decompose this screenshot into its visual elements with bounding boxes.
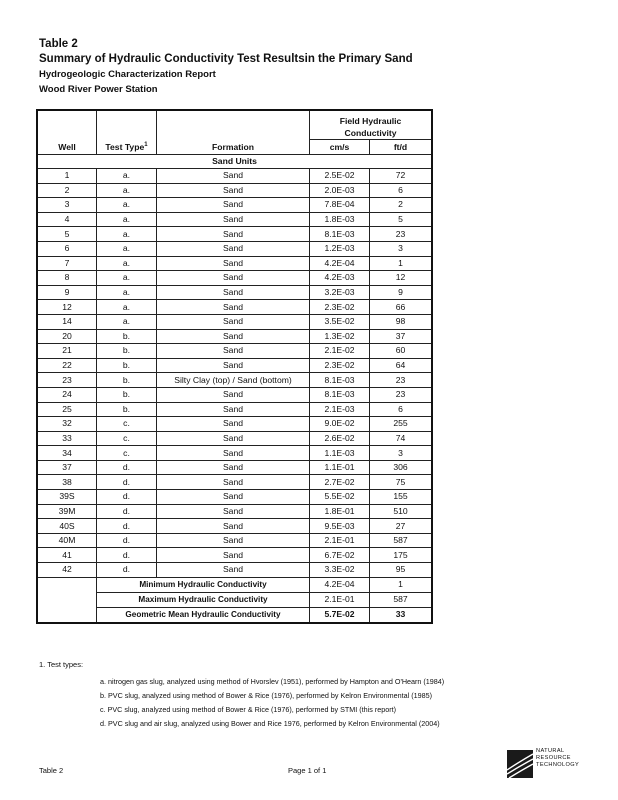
well-cell: 3 — [38, 198, 97, 213]
formation-cell: Sand — [157, 533, 310, 548]
cms-cell: 2.5E-02 — [310, 169, 370, 184]
table-row — [38, 460, 432, 475]
well-cell: 39S — [38, 490, 97, 505]
formation-cell: Sand — [157, 446, 310, 461]
table-row — [38, 446, 432, 461]
test-type-cell: a. — [97, 271, 157, 286]
ftd-cell: 3 — [370, 446, 432, 461]
formation-cell: Sand — [157, 344, 310, 359]
well-cell: 23 — [38, 373, 97, 388]
ftd-cell: 23 — [370, 373, 432, 388]
header-cms: cm/s — [310, 140, 370, 155]
cms-cell: 2.7E-02 — [310, 475, 370, 490]
formation-cell: Sand — [157, 212, 310, 227]
formation-cell: Sand — [157, 198, 310, 213]
well-cell: 32 — [38, 417, 97, 432]
formation-cell: Sand — [157, 329, 310, 344]
ftd-cell: 175 — [370, 548, 432, 563]
cms-cell: 1.3E-02 — [310, 329, 370, 344]
cms-cell: 3.3E-02 — [310, 563, 370, 578]
ftd-cell: 98 — [370, 314, 432, 329]
well-cell: 24 — [38, 387, 97, 402]
test-type-cell: d. — [97, 533, 157, 548]
table-row — [38, 519, 432, 534]
logo-line-1: NATURAL — [536, 748, 565, 754]
ftd-cell: 9 — [370, 285, 432, 300]
ftd-cell: 587 — [370, 533, 432, 548]
cms-cell: 1.1E-01 — [310, 460, 370, 475]
test-type-cell: d. — [97, 490, 157, 505]
footer-table-label: Table 2 — [39, 766, 64, 775]
well-cell: 1 — [38, 169, 97, 184]
cms-cell: 8.1E-03 — [310, 227, 370, 242]
cms-cell: 3.5E-02 — [310, 314, 370, 329]
summary-row — [38, 577, 432, 592]
cms-cell: 1.2E-03 — [310, 241, 370, 256]
formation-cell: Sand — [157, 475, 310, 490]
formation-cell: Sand — [157, 563, 310, 578]
ftd-cell: 37 — [370, 329, 432, 344]
cms-cell: 6.7E-02 — [310, 548, 370, 563]
cms-cell: 1.1E-03 — [310, 446, 370, 461]
formation-cell: Sand — [157, 460, 310, 475]
well-cell: 6 — [38, 241, 97, 256]
test-type-cell: d. — [97, 519, 157, 534]
table-row — [38, 475, 432, 490]
summary-row — [38, 592, 432, 607]
table-row — [38, 271, 432, 286]
test-type-cell: a. — [97, 212, 157, 227]
table-row — [38, 431, 432, 446]
cms-cell: 2.3E-02 — [310, 358, 370, 373]
table-number: Table 2 — [39, 38, 78, 50]
well-cell: 33 — [38, 431, 97, 446]
formation-cell: Sand — [157, 490, 310, 505]
table-row — [38, 533, 432, 548]
logo-line-3: TECHNOLOGY — [536, 762, 580, 768]
table-row — [38, 417, 432, 432]
cms-cell: 8.1E-03 — [310, 387, 370, 402]
well-cell: 42 — [38, 563, 97, 578]
ftd-cell: 66 — [370, 300, 432, 315]
hydraulic-conductivity-table — [37, 110, 432, 623]
cms-cell: 1.8E-01 — [310, 504, 370, 519]
cms-cell: 1.8E-03 — [310, 212, 370, 227]
summary-blank-cell — [38, 577, 97, 622]
header-well: Well — [38, 111, 97, 155]
footnote-title: 1. Test types: — [39, 660, 84, 669]
cms-cell: 2.1E-01 — [310, 533, 370, 548]
cms-cell: 4.2E-03 — [310, 271, 370, 286]
test-type-cell: b. — [97, 344, 157, 359]
formation-cell: Sand — [157, 300, 310, 315]
well-cell: 21 — [38, 344, 97, 359]
table-row — [38, 387, 432, 402]
test-type-cell: b. — [97, 329, 157, 344]
summary-label: Minimum Hydraulic Conductivity — [97, 577, 310, 592]
formation-cell: Sand — [157, 548, 310, 563]
ftd-cell: 6 — [370, 402, 432, 417]
ftd-cell: 510 — [370, 504, 432, 519]
table-row — [38, 212, 432, 227]
footnote-a: a. nitrogen gas slug, analyzed using method of Hvorslev (1951), performed by Hampton and O'Hearn (1984) — [100, 677, 445, 686]
header-ftd: ft/d — [370, 140, 432, 155]
formation-cell: Sand — [157, 417, 310, 432]
ftd-cell: 95 — [370, 563, 432, 578]
table-row — [38, 256, 432, 271]
test-type-cell: d. — [97, 504, 157, 519]
footnote-d: d. PVC slug and air slug, analyzed using Bower and Rice 1976, performed by Kelron Environmental (2004) — [100, 719, 440, 728]
ftd-cell: 23 — [370, 387, 432, 402]
formation-cell: Sand — [157, 402, 310, 417]
test-type-cell: b. — [97, 387, 157, 402]
table-row — [38, 241, 432, 256]
logo-line-2: RESOURCE — [536, 755, 571, 761]
footnote-b: b. PVC slug, analyzed using method of Bower & Rice (1976), performed by Kelron Environmental (1985) — [100, 691, 432, 700]
ftd-cell: 1 — [370, 256, 432, 271]
cms-cell: 2.6E-02 — [310, 431, 370, 446]
test-type-cell: d. — [97, 563, 157, 578]
ftd-cell: 6 — [370, 183, 432, 198]
well-cell: 4 — [38, 212, 97, 227]
formation-cell: Sand — [157, 431, 310, 446]
test-type-cell: a. — [97, 241, 157, 256]
formation-cell: Sand — [157, 169, 310, 184]
section-sand-units: Sand Units — [38, 155, 432, 169]
test-type-cell: a. — [97, 198, 157, 213]
ftd-cell: 12 — [370, 271, 432, 286]
footnote-c: c. PVC slug, analyzed using method of Bower & Rice (1976), performed by STMI (this report) — [100, 705, 397, 714]
well-cell: 40M — [38, 533, 97, 548]
table-row — [38, 329, 432, 344]
test-type-cell: c. — [97, 446, 157, 461]
ftd-cell: 27 — [370, 519, 432, 534]
test-type-cell: a. — [97, 256, 157, 271]
well-cell: 37 — [38, 460, 97, 475]
summary-cms: 5.7E-02 — [310, 607, 370, 622]
table-row — [38, 563, 432, 578]
well-cell: 9 — [38, 285, 97, 300]
header-test-type: Test Type$^1$ — [97, 111, 157, 155]
document-title: Summary of Hydraulic Conductivity Test Resultsin the Primary Sand — [39, 53, 413, 65]
cms-cell: 8.1E-03 — [310, 373, 370, 388]
footer-page-number: Page 1 of 1 — [288, 766, 327, 775]
table-row — [38, 227, 432, 242]
table-row — [38, 490, 432, 505]
test-type-cell: b. — [97, 402, 157, 417]
formation-cell: Sand — [157, 227, 310, 242]
header-formation: Formation — [157, 111, 310, 155]
cms-cell: 2.0E-03 — [310, 183, 370, 198]
site-name: Wood River Power Station — [39, 84, 158, 95]
formation-cell: Sand — [157, 256, 310, 271]
summary-label: Geometric Mean Hydraulic Conductivity — [97, 607, 310, 622]
cms-cell: 7.8E-04 — [310, 198, 370, 213]
summary-label: Maximum Hydraulic Conductivity — [97, 592, 310, 607]
summary-cms: 4.2E-04 — [310, 577, 370, 592]
document-subtitle: Hydrogeologic Characterization Report — [39, 69, 216, 80]
cms-cell: 9.0E-02 — [310, 417, 370, 432]
formation-cell: Sand — [157, 241, 310, 256]
table-row — [38, 344, 432, 359]
well-cell: 34 — [38, 446, 97, 461]
test-type-cell: d. — [97, 460, 157, 475]
formation-cell: Sand — [157, 358, 310, 373]
well-cell: 7 — [38, 256, 97, 271]
ftd-cell: 155 — [370, 490, 432, 505]
formation-cell: Sand — [157, 504, 310, 519]
well-cell: 38 — [38, 475, 97, 490]
table-row — [38, 300, 432, 315]
cms-cell: 3.2E-03 — [310, 285, 370, 300]
test-type-cell: c. — [97, 431, 157, 446]
summary-cms: 2.1E-01 — [310, 592, 370, 607]
test-type-cell: a. — [97, 169, 157, 184]
ftd-cell: 5 — [370, 212, 432, 227]
table-row — [38, 373, 432, 388]
well-cell: 41 — [38, 548, 97, 563]
well-cell: 12 — [38, 300, 97, 315]
table-row — [38, 402, 432, 417]
table-row — [38, 548, 432, 563]
well-cell: 8 — [38, 271, 97, 286]
formation-cell: Sand — [157, 519, 310, 534]
ftd-cell: 306 — [370, 460, 432, 475]
test-type-cell: d. — [97, 548, 157, 563]
well-cell: 5 — [38, 227, 97, 242]
well-cell: 2 — [38, 183, 97, 198]
header-field-hydraulic-conductivity: Field Hydraulic Conductivity — [310, 111, 432, 140]
test-type-cell: a. — [97, 227, 157, 242]
formation-cell: Sand — [157, 183, 310, 198]
summary-ftd: 1 — [370, 577, 432, 592]
logo-text — [536, 748, 579, 769]
formation-cell: Sand — [157, 271, 310, 286]
cms-cell: 2.1E-03 — [310, 402, 370, 417]
cms-cell: 4.2E-04 — [310, 256, 370, 271]
test-type-cell: b. — [97, 358, 157, 373]
table-row — [38, 358, 432, 373]
table-row — [38, 169, 432, 184]
cms-cell: 9.5E-03 — [310, 519, 370, 534]
ftd-cell: 3 — [370, 241, 432, 256]
formation-cell: Sand — [157, 314, 310, 329]
summary-ftd: 33 — [370, 607, 432, 622]
ftd-cell: 60 — [370, 344, 432, 359]
well-cell: 20 — [38, 329, 97, 344]
formation-cell: Sand — [157, 387, 310, 402]
table-row — [38, 285, 432, 300]
test-type-cell: a. — [97, 285, 157, 300]
ftd-cell: 74 — [370, 431, 432, 446]
formation-cell: Silty Clay (top) / Sand (bottom) — [157, 373, 310, 388]
summary-row — [38, 607, 432, 622]
cms-cell: 2.1E-02 — [310, 344, 370, 359]
test-type-cell: a. — [97, 300, 157, 315]
well-cell: 40S — [38, 519, 97, 534]
ftd-cell: 2 — [370, 198, 432, 213]
ftd-cell: 23 — [370, 227, 432, 242]
table-row — [38, 314, 432, 329]
test-type-cell: a. — [97, 314, 157, 329]
ftd-cell: 64 — [370, 358, 432, 373]
summary-ftd: 587 — [370, 592, 432, 607]
ftd-cell: 72 — [370, 169, 432, 184]
cms-cell: 2.3E-02 — [310, 300, 370, 315]
cms-cell: 5.5E-02 — [310, 490, 370, 505]
well-cell: 14 — [38, 314, 97, 329]
well-cell: 25 — [38, 402, 97, 417]
test-type-cell: b. — [97, 373, 157, 388]
test-type-cell: d. — [97, 475, 157, 490]
formation-cell: Sand — [157, 285, 310, 300]
table-row — [38, 198, 432, 213]
well-cell: 39M — [38, 504, 97, 519]
table-row — [38, 504, 432, 519]
ftd-cell: 255 — [370, 417, 432, 432]
table-row — [38, 183, 432, 198]
test-type-cell: a. — [97, 183, 157, 198]
well-cell: 22 — [38, 358, 97, 373]
ftd-cell: 75 — [370, 475, 432, 490]
test-type-cell: c. — [97, 417, 157, 432]
